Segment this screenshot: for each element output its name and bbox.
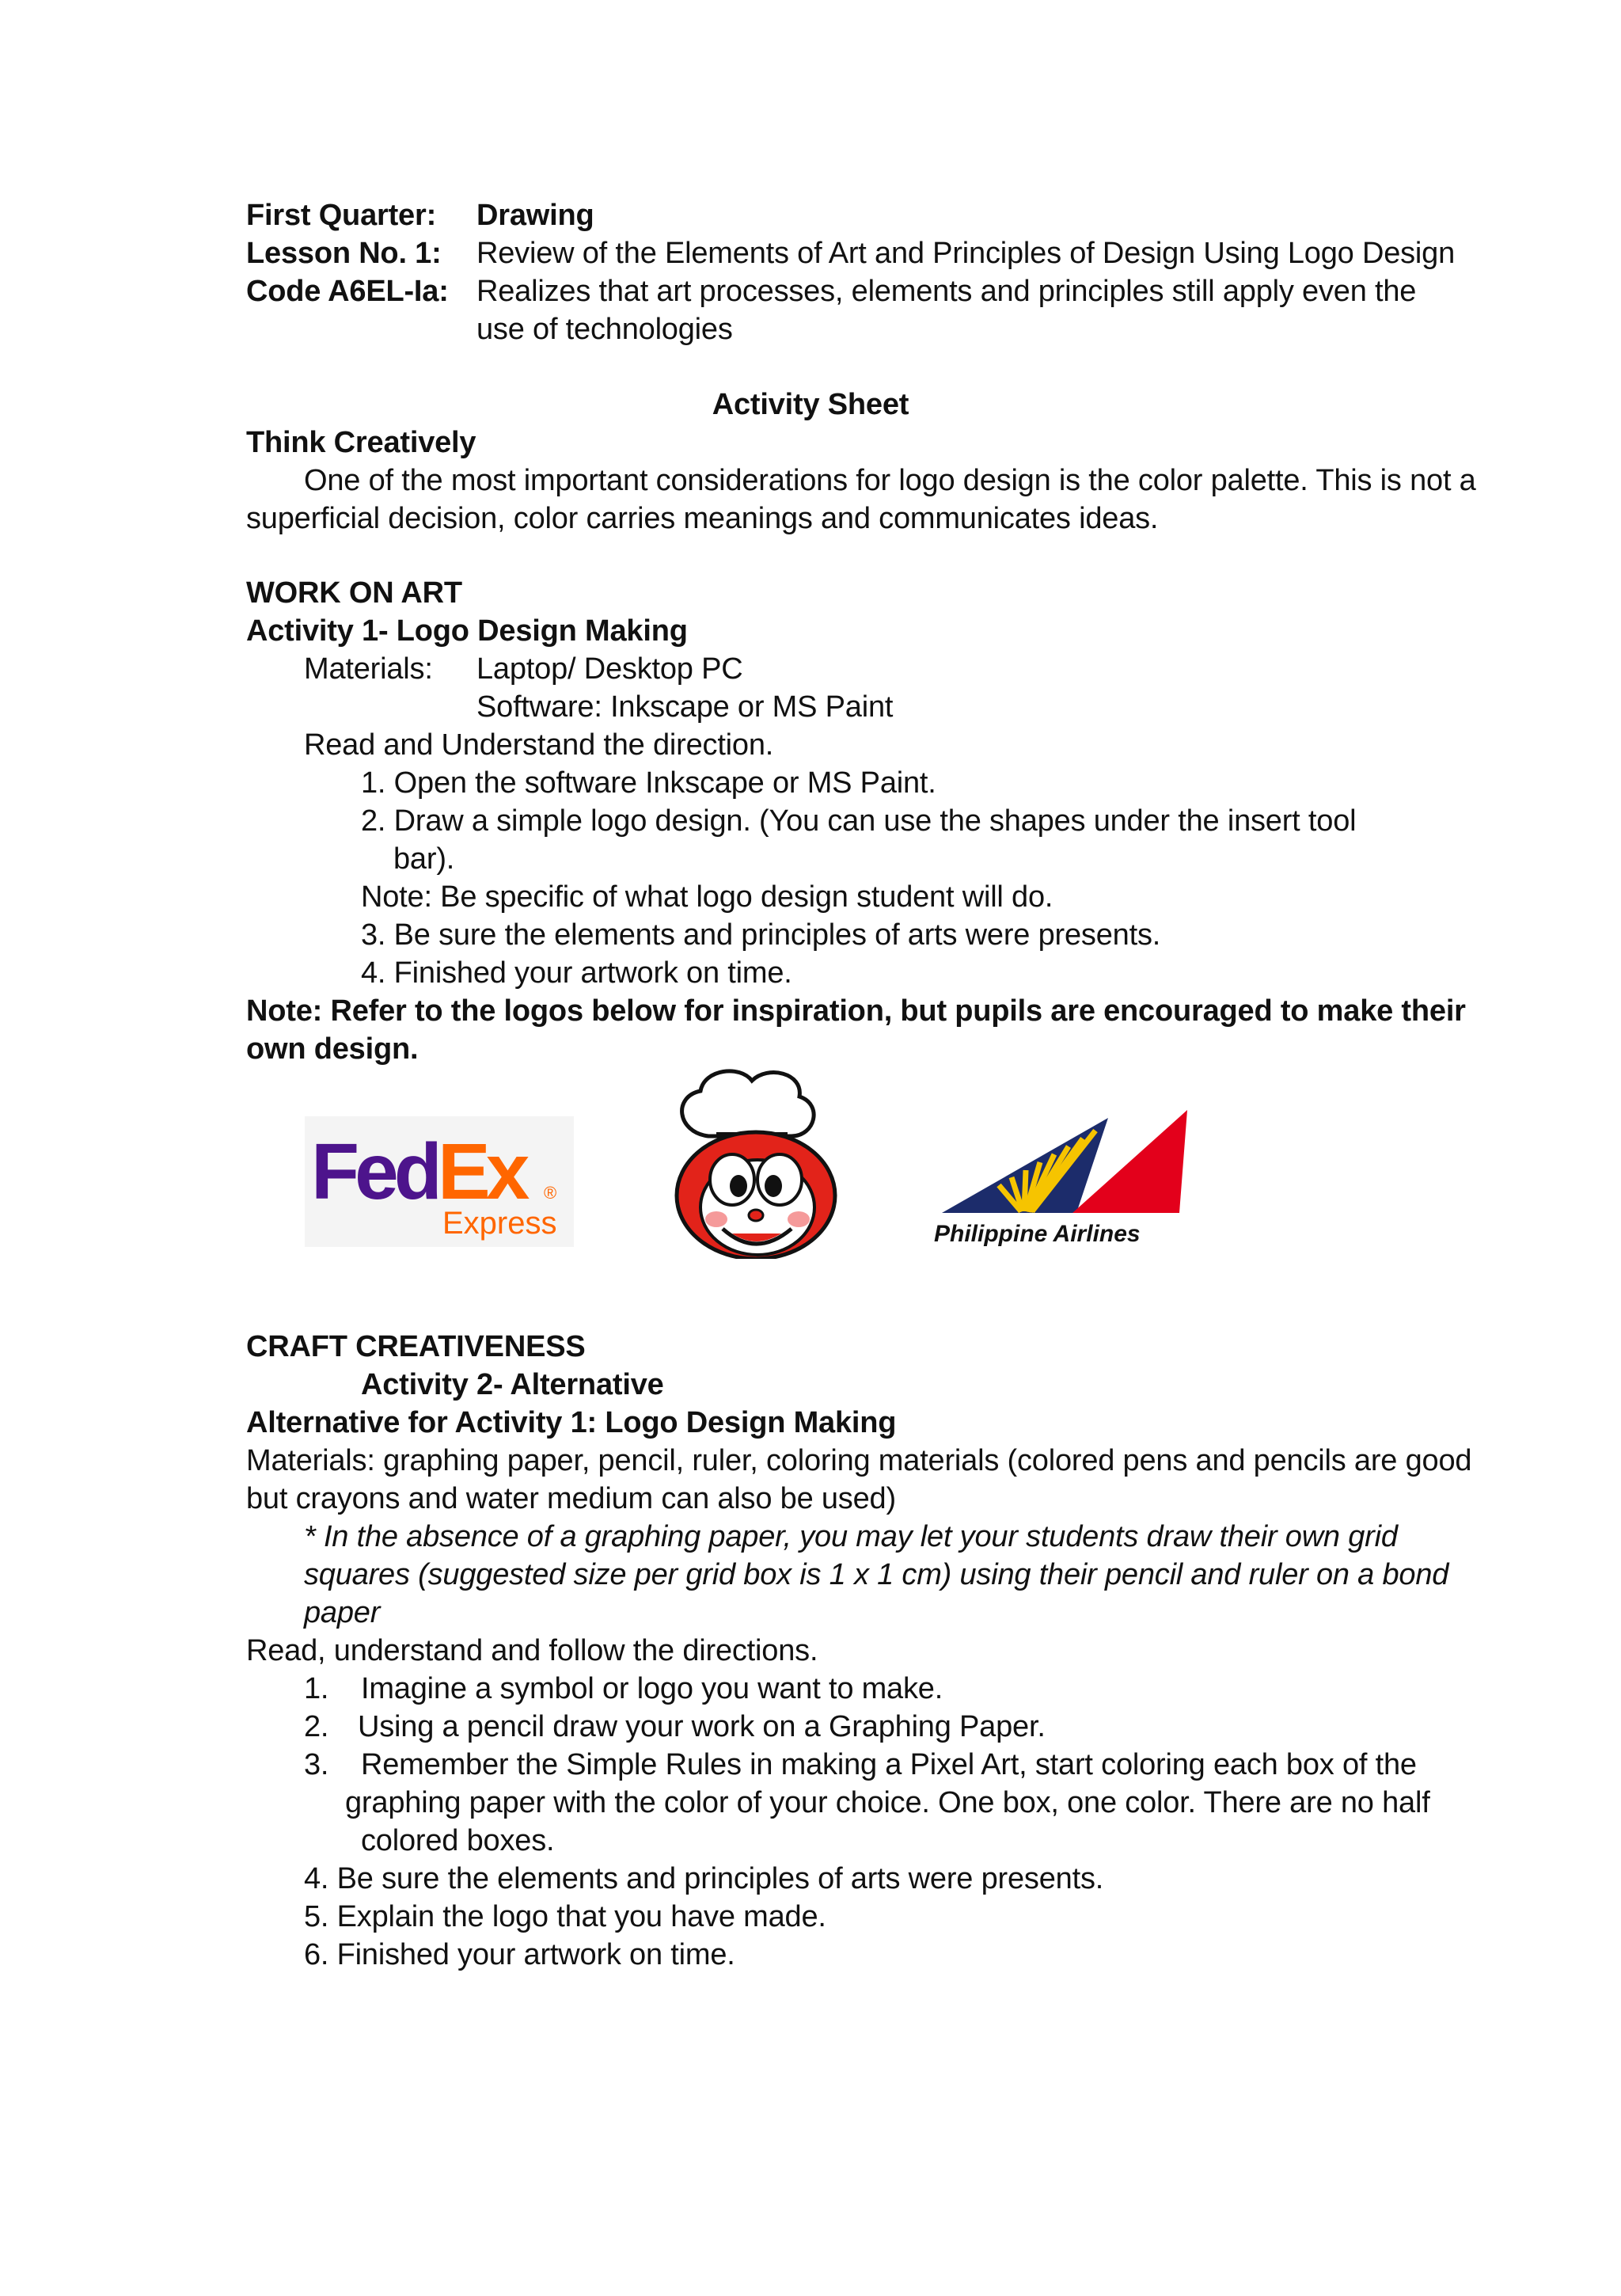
fedex-fed-text: Fed <box>311 1127 438 1216</box>
grid-note-line-1: * In the absence of a graphing paper, you may let your students draw their own grid <box>304 1520 1398 1553</box>
quarter-label: First Quarter: <box>246 199 437 232</box>
pal-emblem-icon <box>926 1102 1215 1249</box>
craft-step-3-number: 3. <box>304 1748 329 1781</box>
direction-text: Read and Understand the direction. <box>304 728 774 762</box>
jollibee-mascot-icon <box>653 1061 863 1259</box>
craft-step-1-number: 1. <box>304 1672 329 1705</box>
craft-step-5: 5. Explain the logo that you have made. <box>304 1900 826 1933</box>
think-paragraph-line-2: superficial decision, color carries meanings and communicates ideas. <box>246 502 1159 535</box>
craft-step-3: Remember the Simple Rules in making a Pixel Art, start coloring each box of the <box>361 1748 1417 1781</box>
fedex-logo-graphic <box>305 1116 574 1247</box>
fedex-ex-text: Ex <box>438 1127 526 1216</box>
grid-note-line-3: paper <box>304 1596 381 1629</box>
craft-materials-line-1: Materials: graphing paper, pencil, ruler, coloring materials (colored pens and pencils are good <box>246 1444 1472 1477</box>
think-paragraph-line-1: One of the most important considerations for logo design is the color palette. This is not a <box>304 464 1476 497</box>
fedex-registered-mark: ® <box>544 1183 557 1203</box>
code-value-continued: use of technologies <box>476 313 733 346</box>
inner-note: Note: Be specific of what logo design student will do. <box>361 880 1053 914</box>
craft-creativeness-heading: CRAFT CREATIVENESS <box>246 1330 586 1363</box>
inspiration-note-line-1: Note: Refer to the logos below for inspiration, but pupils are encouraged to make their <box>246 994 1466 1028</box>
craft-step-3-continued: graphing paper with the color of your choice. One box, one color. There are no half <box>345 1786 1430 1819</box>
craft-step-6: 6. Finished your artwork on time. <box>304 1938 735 1971</box>
code-value: Realizes that art processes, elements and principles still apply even the <box>476 275 1417 308</box>
code-label: Code A6EL-Ia: <box>246 275 449 308</box>
fedex-logo <box>305 1116 574 1247</box>
step-2: 2. Draw a simple logo design. (You can use the shapes under the insert tool <box>361 804 1357 838</box>
lesson-value: Review of the Elements of Art and Principles of Design Using Logo Design <box>476 237 1456 270</box>
craft-step-4: 4. Be sure the elements and principles of arts were presents. <box>304 1862 1104 1895</box>
craft-step-2-number: 2. <box>304 1710 329 1743</box>
step-1: 1. Open the software Inkscape or MS Paint. <box>361 766 936 800</box>
activity-sheet-title: Activity Sheet <box>712 388 909 421</box>
grid-note-line-2: squares (suggested size per grid box is 1 x 1 cm) using their pencil and ruler on a bond <box>304 1558 1449 1591</box>
craft-materials-line-2: but crayons and water medium can also be used) <box>246 1482 896 1515</box>
quarter-value: Drawing <box>476 199 594 232</box>
work-on-art-heading: WORK ON ART <box>246 576 462 610</box>
activity-1-heading: Activity 1- Logo Design Making <box>246 614 688 648</box>
think-creatively-heading: Think Creatively <box>246 426 476 459</box>
inspiration-note-line-2: own design. <box>246 1032 419 1066</box>
pal-name-text: Philippine Airlines <box>934 1221 1141 1247</box>
materials-item-1: Laptop/ Desktop PC <box>476 652 743 686</box>
craft-step-2: Using a pencil draw your work on a Graphing Paper. <box>358 1710 1046 1743</box>
craft-step-1: Imagine a symbol or logo you want to make. <box>361 1672 943 1705</box>
craft-directions: Read, understand and follow the directions. <box>246 1634 818 1667</box>
activity-2-heading: Activity 2- Alternative <box>361 1368 664 1401</box>
materials-item-2: Software: Inkscape or MS Paint <box>476 690 894 724</box>
jollibee-logo <box>653 1061 863 1259</box>
materials-label: Materials: <box>304 652 433 686</box>
step-3: 3. Be sure the elements and principles of arts were presents. <box>361 918 1161 952</box>
step-4: 4. Finished your artwork on time. <box>361 956 792 990</box>
alternative-heading: Alternative for Activity 1: Logo Design Making <box>246 1406 897 1439</box>
craft-step-3-continued-2: colored boxes. <box>361 1824 555 1857</box>
fedex-express-text: Express <box>442 1206 557 1241</box>
lesson-label: Lesson No. 1: <box>246 237 442 270</box>
step-2-continued: bar). <box>393 842 455 876</box>
philippine-airlines-logo <box>926 1102 1215 1249</box>
